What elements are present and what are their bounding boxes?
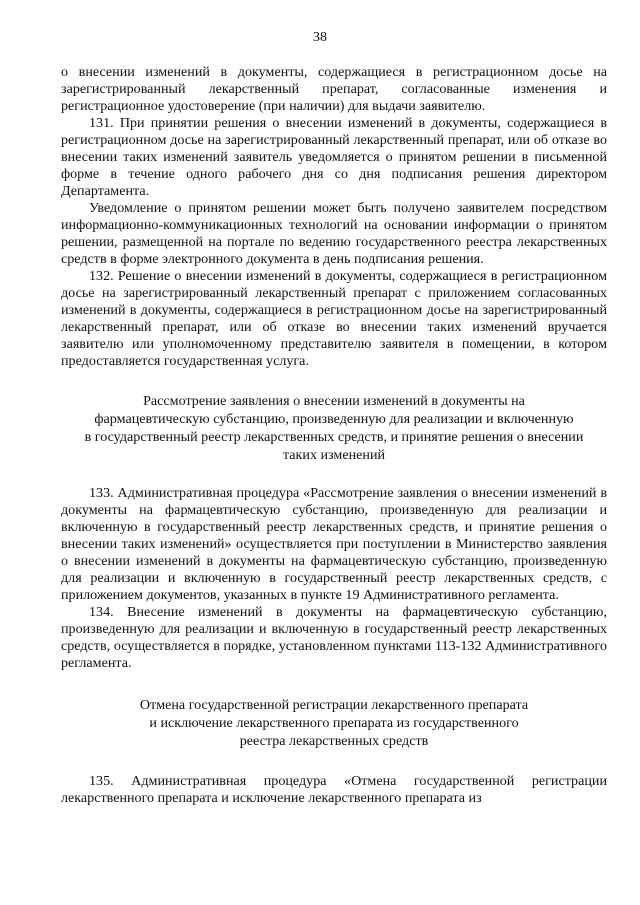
paragraph-134: 134. Внесение изменений в документы на фармацевтическую субстанцию, произведенную для реализации и включенную в государственный реестр лекарственных средств, осуществляется в порядке, установленном пунктами 113-132 Административного регламента. (61, 604, 607, 671)
heading-line: Отмена государственной регистрации лекарственного препарата (139, 697, 529, 713)
paragraph-notification: Уведомление о принятом решении может быть получено заявителем посредством информационно-коммуникационных технологий на основании информации о принятом решении, размещенной на портале по ведению государственного реестра лекарственных средств в форме электронного документа в день подписания решения. (61, 200, 607, 267)
page-number: 38 (313, 30, 327, 45)
paragraph-135: 135. Административная процедура «Отмена государственной регистрации лекарственного препарата и исключение лекарственного препарата из (61, 773, 607, 806)
heading-line: и исключение лекарственного препарата из государственного (149, 715, 519, 731)
paragraph-131: 131. При принятии решения о внесении изменений в документы, содержащиеся в регистрационном досье на зарегистрированный лекарственный препарат, или об отказе во внесении таких изменений заявитель уведомляется о принятом решении в письменной форме в течение одного рабочего дня со дня подписания решения директором Департамента. (61, 115, 607, 199)
paragraph-132: 132. Решение о внесении изменений в документы, содержащиеся в регистрационном досье на зарегистрированный лекарственный препарат с приложением согласованных изменений в документы, содержащиеся в регистрационном досье на зарегистрированный лекарственный препарат, или об отказе во внесении таких изменений вручается заявителю или уполномоченному представителю заявителя в помещении, в котором предоставляется государственная услуга. (61, 268, 607, 369)
heading-line: в государственный реестр лекарственных средств, и принятие решения о внесении (84, 429, 584, 445)
heading-line: фармацевтическую субстанцию, произведенную для реализации и включенную (94, 411, 574, 427)
paragraph-133: 133. Административная процедура «Рассмотрение заявления о внесении изменений в документы на фармацевтическую субстанцию, произведенную для реализации и включенную в государственный реестр лекарственных средств, и принятие решения о внесении таких изменений» осуществляется при поступлении в Министерство заявления о внесении изменений в документы на фармацевтическую субстанцию, произведенную для реализации и включенную в государственный реестр лекарственных средств, с приложением документов, указанных в пункте 19 Административного регламента. (61, 485, 607, 603)
section-heading-registration-cancellation (61, 696, 607, 750)
document-body (61, 64, 607, 807)
paragraph-130-continuation: о внесении изменений в документы, содержащиеся в регистрационном досье на зарегистрированный лекарственный препарат, согласованные изменения и регистрационное удостоверение (при наличии) для выдачи заявителю. (61, 64, 607, 114)
heading-line: таких изменений (282, 447, 386, 463)
heading-line: Рассмотрение заявления о внесении изменений в документы на (143, 393, 525, 409)
section-heading-substance-changes (61, 392, 607, 464)
heading-line: реестра лекарственных средств (239, 733, 429, 749)
